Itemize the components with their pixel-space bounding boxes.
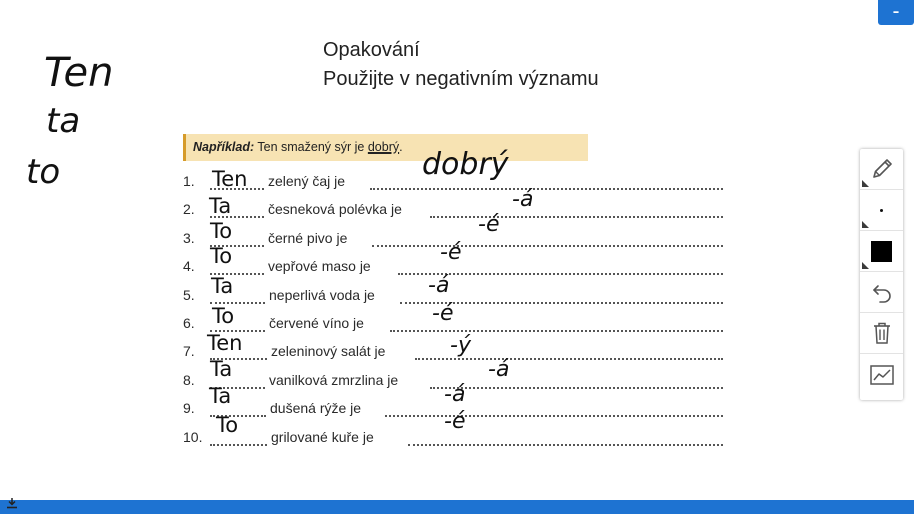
handwritten-pronoun: Ta xyxy=(209,194,232,218)
handwritten-pronoun: Ta xyxy=(209,384,232,408)
pronoun-blank xyxy=(210,415,266,417)
exercise-item xyxy=(180,201,740,223)
chart-button[interactable] xyxy=(860,354,903,395)
pronoun-blank xyxy=(210,330,265,332)
stroke-size-button[interactable] xyxy=(860,190,903,231)
answer-blank xyxy=(400,302,723,304)
answer-blank xyxy=(390,330,723,332)
exercise-item xyxy=(180,429,740,451)
exercise-item xyxy=(180,258,740,280)
item-number: 4. xyxy=(183,258,195,275)
handwritten-pronoun: Ta xyxy=(211,274,234,298)
handwritten-ending: -é xyxy=(478,212,500,237)
item-number: 8. xyxy=(183,371,195,388)
exercise-item xyxy=(180,173,740,195)
handwritten-ending: -ý xyxy=(450,333,471,358)
handwritten-word: Ten xyxy=(44,50,114,96)
submenu-indicator-icon xyxy=(862,221,869,228)
trash-icon xyxy=(870,320,894,346)
item-number: 10. xyxy=(183,428,203,445)
handwritten-example-answer: dobrý xyxy=(422,147,509,182)
minimize-button[interactable]: – xyxy=(878,0,914,25)
undo-button[interactable] xyxy=(860,272,903,313)
pronoun-blank xyxy=(210,387,265,389)
exercise-item xyxy=(180,343,740,365)
pronoun-blank xyxy=(210,273,264,275)
exercise-item xyxy=(180,230,740,252)
answer-blank xyxy=(415,358,723,360)
handwritten-ending: -é xyxy=(440,240,462,265)
item-phrase: zelený čaj je xyxy=(268,173,346,189)
item-phrase: dušená rýže je xyxy=(270,400,362,417)
example-label: Například: xyxy=(193,140,255,154)
handwritten-word: ta xyxy=(46,101,81,141)
dot-icon xyxy=(880,209,883,212)
answer-blank xyxy=(430,387,723,389)
item-phrase: červené víno je xyxy=(269,315,364,331)
answer-blank xyxy=(398,273,723,275)
answer-blank xyxy=(430,216,723,218)
item-number: 6. xyxy=(183,315,195,331)
color-button[interactable] xyxy=(860,231,903,272)
item-phrase: grilované kuře je xyxy=(271,428,374,445)
submenu-indicator-icon xyxy=(862,180,869,187)
answer-blank xyxy=(370,188,723,190)
item-number: 7. xyxy=(183,343,195,360)
item-number: 9. xyxy=(183,400,195,417)
heading-instruction: Použijte v negativním významu xyxy=(323,68,599,90)
drawing-toolbar xyxy=(860,149,903,400)
handwritten-ending: -é xyxy=(444,409,466,434)
example-period: . xyxy=(399,140,403,154)
handwritten-ending: -á xyxy=(488,357,510,382)
pen-tool-button[interactable] xyxy=(860,149,903,190)
color-swatch-icon xyxy=(871,241,892,262)
heading xyxy=(323,36,599,94)
handwritten-pronoun: Ten xyxy=(207,331,243,355)
item-phrase: neperlivá voda je xyxy=(269,286,375,303)
handwritten-pronoun: To xyxy=(212,304,235,328)
line-chart-icon xyxy=(869,364,895,386)
pronoun-blank xyxy=(210,216,264,218)
undo-icon xyxy=(870,280,894,304)
example-text: Ten smažený sýr je xyxy=(257,140,365,154)
handwritten-pronoun: To xyxy=(210,219,233,243)
pronoun-blank xyxy=(210,245,264,247)
item-number: 5. xyxy=(183,286,195,303)
pronoun-blank xyxy=(210,188,264,190)
handwritten-pronoun: Ta xyxy=(210,357,233,381)
answer-blank xyxy=(385,415,723,417)
handwritten-ending: -é xyxy=(432,301,454,326)
exercise-item xyxy=(180,372,740,394)
item-phrase: vepřové maso je xyxy=(268,258,371,275)
pencil-icon xyxy=(869,156,895,182)
item-phrase: černé pivo je xyxy=(268,229,348,246)
example-answer: dobrý xyxy=(367,140,400,154)
handwritten-pronoun: To xyxy=(216,413,239,437)
item-number: 1. xyxy=(183,173,195,189)
item-phrase: česneková polévka je xyxy=(268,201,402,218)
handwritten-word: to xyxy=(26,152,61,192)
handwritten-ending: -á xyxy=(428,273,450,298)
exercise-item xyxy=(180,400,740,422)
item-number: 2. xyxy=(183,201,195,218)
answer-blank xyxy=(372,245,723,247)
exercise-sheet xyxy=(180,128,740,448)
handwritten-pronoun: Ten xyxy=(212,167,248,191)
answer-blank xyxy=(408,444,723,446)
item-phrase: zeleninový salát je xyxy=(271,343,386,360)
item-number: 3. xyxy=(183,229,195,246)
item-phrase: vanilková zmrzlina je xyxy=(269,371,399,388)
pronoun-blank xyxy=(210,444,267,446)
exercise-item xyxy=(180,287,740,309)
handwritten-ending: -á xyxy=(512,187,534,212)
delete-button[interactable] xyxy=(860,313,903,354)
submenu-indicator-icon xyxy=(862,262,869,269)
download-icon[interactable] xyxy=(6,497,18,509)
example-line xyxy=(193,140,403,154)
handwritten-ending: -á xyxy=(444,382,466,407)
pronoun-blank xyxy=(210,358,267,360)
pronoun-blank xyxy=(210,302,265,304)
handwritten-pronoun: To xyxy=(210,244,233,268)
exercise-item xyxy=(180,315,740,337)
heading-title: Opakování xyxy=(323,39,420,61)
status-bar xyxy=(0,500,914,514)
